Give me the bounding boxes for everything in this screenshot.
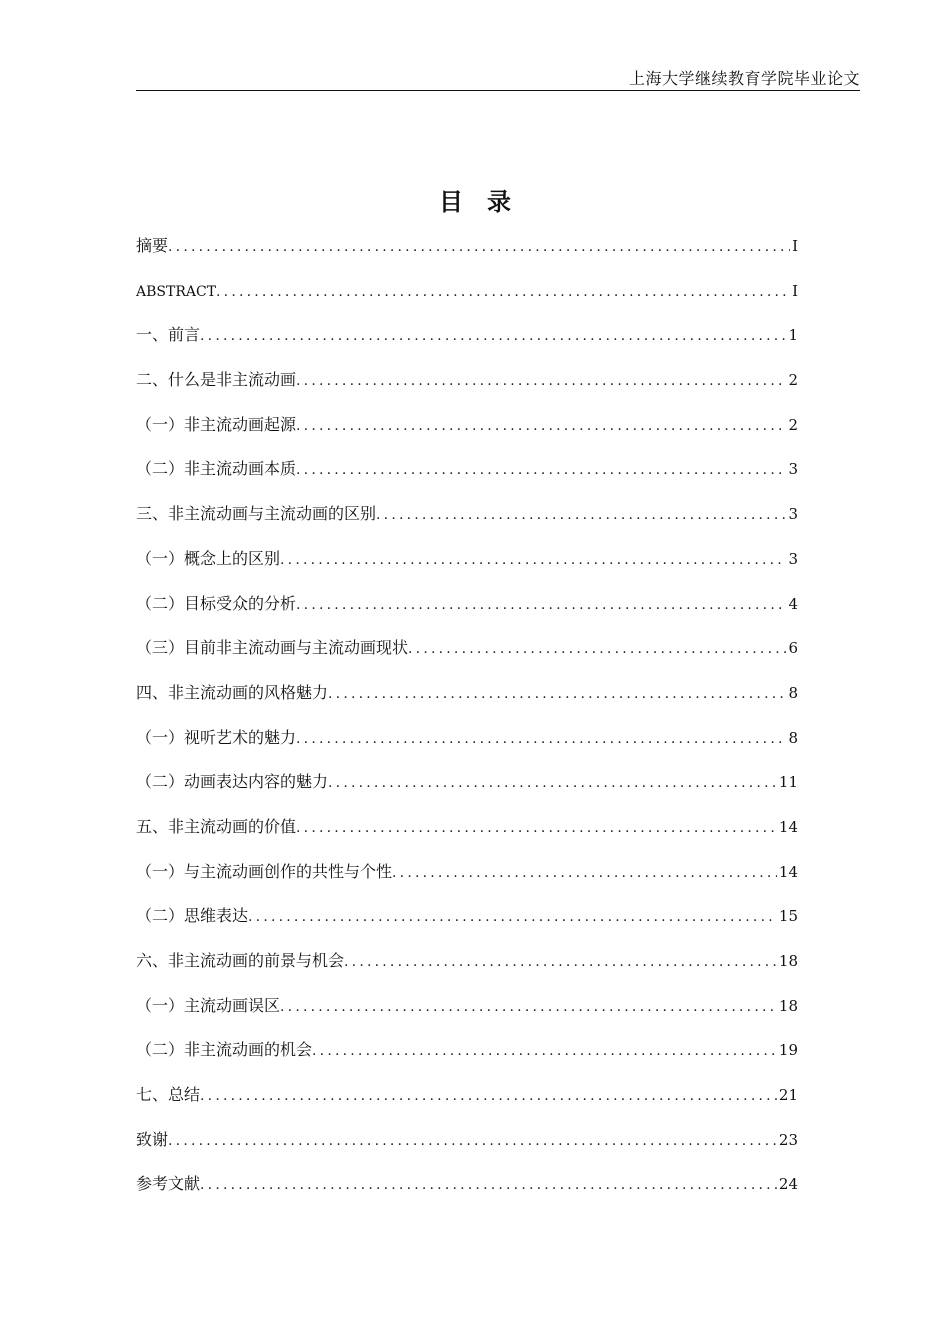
- toc-entry-label: （一）非主流动画起源: [136, 414, 297, 434]
- toc-entry-section-6-2[interactable]: [136, 1036, 798, 1081]
- toc-entry-label: （二）动画表达内容的魅力: [136, 772, 329, 792]
- toc-entry-page: 21: [778, 1086, 798, 1105]
- toc-entry-page: 1: [788, 326, 798, 345]
- toc-leader-dots: [376, 501, 786, 529]
- toc-entry-section-6[interactable]: [136, 947, 798, 992]
- toc-entry-label: （二）目标受众的分析: [136, 593, 297, 613]
- toc-leader-dots: [280, 993, 777, 1021]
- toc-entry-section-6-1[interactable]: [136, 992, 798, 1037]
- toc-entry-label: 五、非主流动画的价值: [136, 816, 297, 836]
- toc-entry-page: 8: [788, 728, 798, 747]
- toc-entry-page: 14: [778, 862, 798, 881]
- toc-entry-section-3-3[interactable]: [136, 634, 798, 679]
- toc-entry-page: 8: [788, 683, 798, 702]
- toc-entry-section-2-2[interactable]: [136, 455, 798, 500]
- toc-entry-page: I: [792, 281, 798, 300]
- toc-entry-label: 七、总结: [136, 1085, 201, 1105]
- toc-entry-section-3[interactable]: [136, 500, 798, 545]
- page-header: [136, 64, 860, 91]
- toc-entry-label: （二）非主流动画的机会: [136, 1040, 313, 1060]
- toc-entry-section-5[interactable]: [136, 813, 798, 858]
- toc-leader-dots: [200, 1171, 777, 1199]
- toc-leader-dots: [296, 367, 786, 395]
- toc-entry-page: 15: [778, 907, 798, 926]
- toc-entry-page: 6: [788, 639, 798, 658]
- toc-entry-label: 四、非主流动画的风格魅力: [136, 682, 329, 702]
- toc-leader-dots: [200, 1082, 777, 1110]
- toc-entry-label: 三、非主流动画与主流动画的区别: [136, 504, 377, 524]
- toc-entry-page: 2: [788, 371, 798, 390]
- toc-entry-label: 一、前言: [136, 325, 201, 345]
- toc-leader-dots: [280, 546, 786, 574]
- toc-leader-dots: [296, 412, 786, 440]
- toc-entry-section-4[interactable]: [136, 679, 798, 724]
- header-title: 上海大学继续教育学院毕业论文: [628, 69, 860, 88]
- toc-entry-references[interactable]: [136, 1170, 798, 1215]
- toc-leader-dots: [168, 233, 790, 261]
- toc-entry-section-5-2[interactable]: [136, 902, 798, 947]
- toc-entry-section-7[interactable]: [136, 1081, 798, 1126]
- table-of-contents: [136, 232, 798, 1215]
- toc-entry-label: ABSTRACT: [136, 283, 217, 300]
- toc-leader-dots: [408, 635, 786, 663]
- toc-entry-page: 18: [778, 952, 798, 970]
- toc-leader-dots: [296, 725, 786, 753]
- toc-entry-label: （二）非主流动画本质: [136, 459, 297, 479]
- toc-entry-label: 六、非主流动画的前景与机会: [136, 951, 345, 970]
- toc-entry-section-2-1[interactable]: [136, 411, 798, 456]
- toc-entry-page: 11: [778, 773, 798, 792]
- toc-entry-label: （一）与主流动画创作的共性与个性: [136, 861, 393, 881]
- toc-entry-section-5-1[interactable]: [136, 858, 798, 903]
- toc-entry-section-1[interactable]: [136, 321, 798, 366]
- toc-leader-dots: [312, 1037, 777, 1065]
- toc-leader-dots: [328, 769, 777, 797]
- toc-entry-page: I: [792, 237, 798, 255]
- toc-entry-section-4-1[interactable]: [136, 724, 798, 769]
- toc-entry-page: 23: [778, 1130, 798, 1149]
- toc-leader-dots: [296, 591, 786, 619]
- toc-leader-dots: [296, 456, 786, 484]
- toc-entry-page: 19: [778, 1041, 798, 1060]
- toc-entry-page: 14: [778, 817, 798, 836]
- toc-leader-dots: [392, 859, 777, 887]
- toc-entry-label: （一）视听艺术的魅力: [136, 727, 297, 747]
- toc-entry-section-3-2[interactable]: [136, 590, 798, 635]
- toc-entry-section-2[interactable]: [136, 366, 798, 411]
- toc-leader-dots: [168, 1127, 777, 1155]
- toc-leader-dots: [200, 322, 786, 350]
- toc-entry-label: （一）主流动画误区: [136, 995, 281, 1015]
- toc-title: 目录: [439, 187, 535, 216]
- toc-leader-dots: [328, 680, 786, 708]
- toc-leader-dots: [216, 278, 790, 306]
- toc-entry-page: 3: [788, 505, 798, 524]
- toc-leader-dots: [296, 814, 777, 842]
- toc-entry-section-3-1[interactable]: [136, 545, 798, 590]
- toc-leader-dots: [248, 903, 777, 931]
- toc-entry-page: 18: [778, 996, 798, 1015]
- toc-entry-label: （三）目前非主流动画与主流动画现状: [136, 638, 409, 658]
- toc-leader-dots: [344, 948, 777, 976]
- toc-entry-page: 4: [788, 594, 798, 613]
- toc-entry-acknowledgements[interactable]: [136, 1126, 798, 1171]
- toc-entry-label: 致谢: [136, 1129, 169, 1149]
- toc-entry-label: （一）概念上的区别: [136, 548, 281, 568]
- toc-entry-label: 二、什么是非主流动画: [136, 370, 297, 390]
- toc-entry-label: （二）思维表达: [136, 906, 249, 926]
- toc-entry-page: 2: [788, 415, 798, 434]
- toc-entry-page: 3: [788, 549, 798, 568]
- toc-entry-page: 24: [778, 1175, 798, 1194]
- toc-entry-label: 参考文献: [136, 1174, 201, 1194]
- toc-entry-page: 3: [788, 460, 798, 479]
- toc-entry-abstract-cn[interactable]: [136, 232, 798, 277]
- toc-entry-abstract-en[interactable]: [136, 277, 798, 322]
- toc-entry-section-4-2[interactable]: [136, 768, 798, 813]
- toc-entry-label: 摘要: [136, 236, 169, 255]
